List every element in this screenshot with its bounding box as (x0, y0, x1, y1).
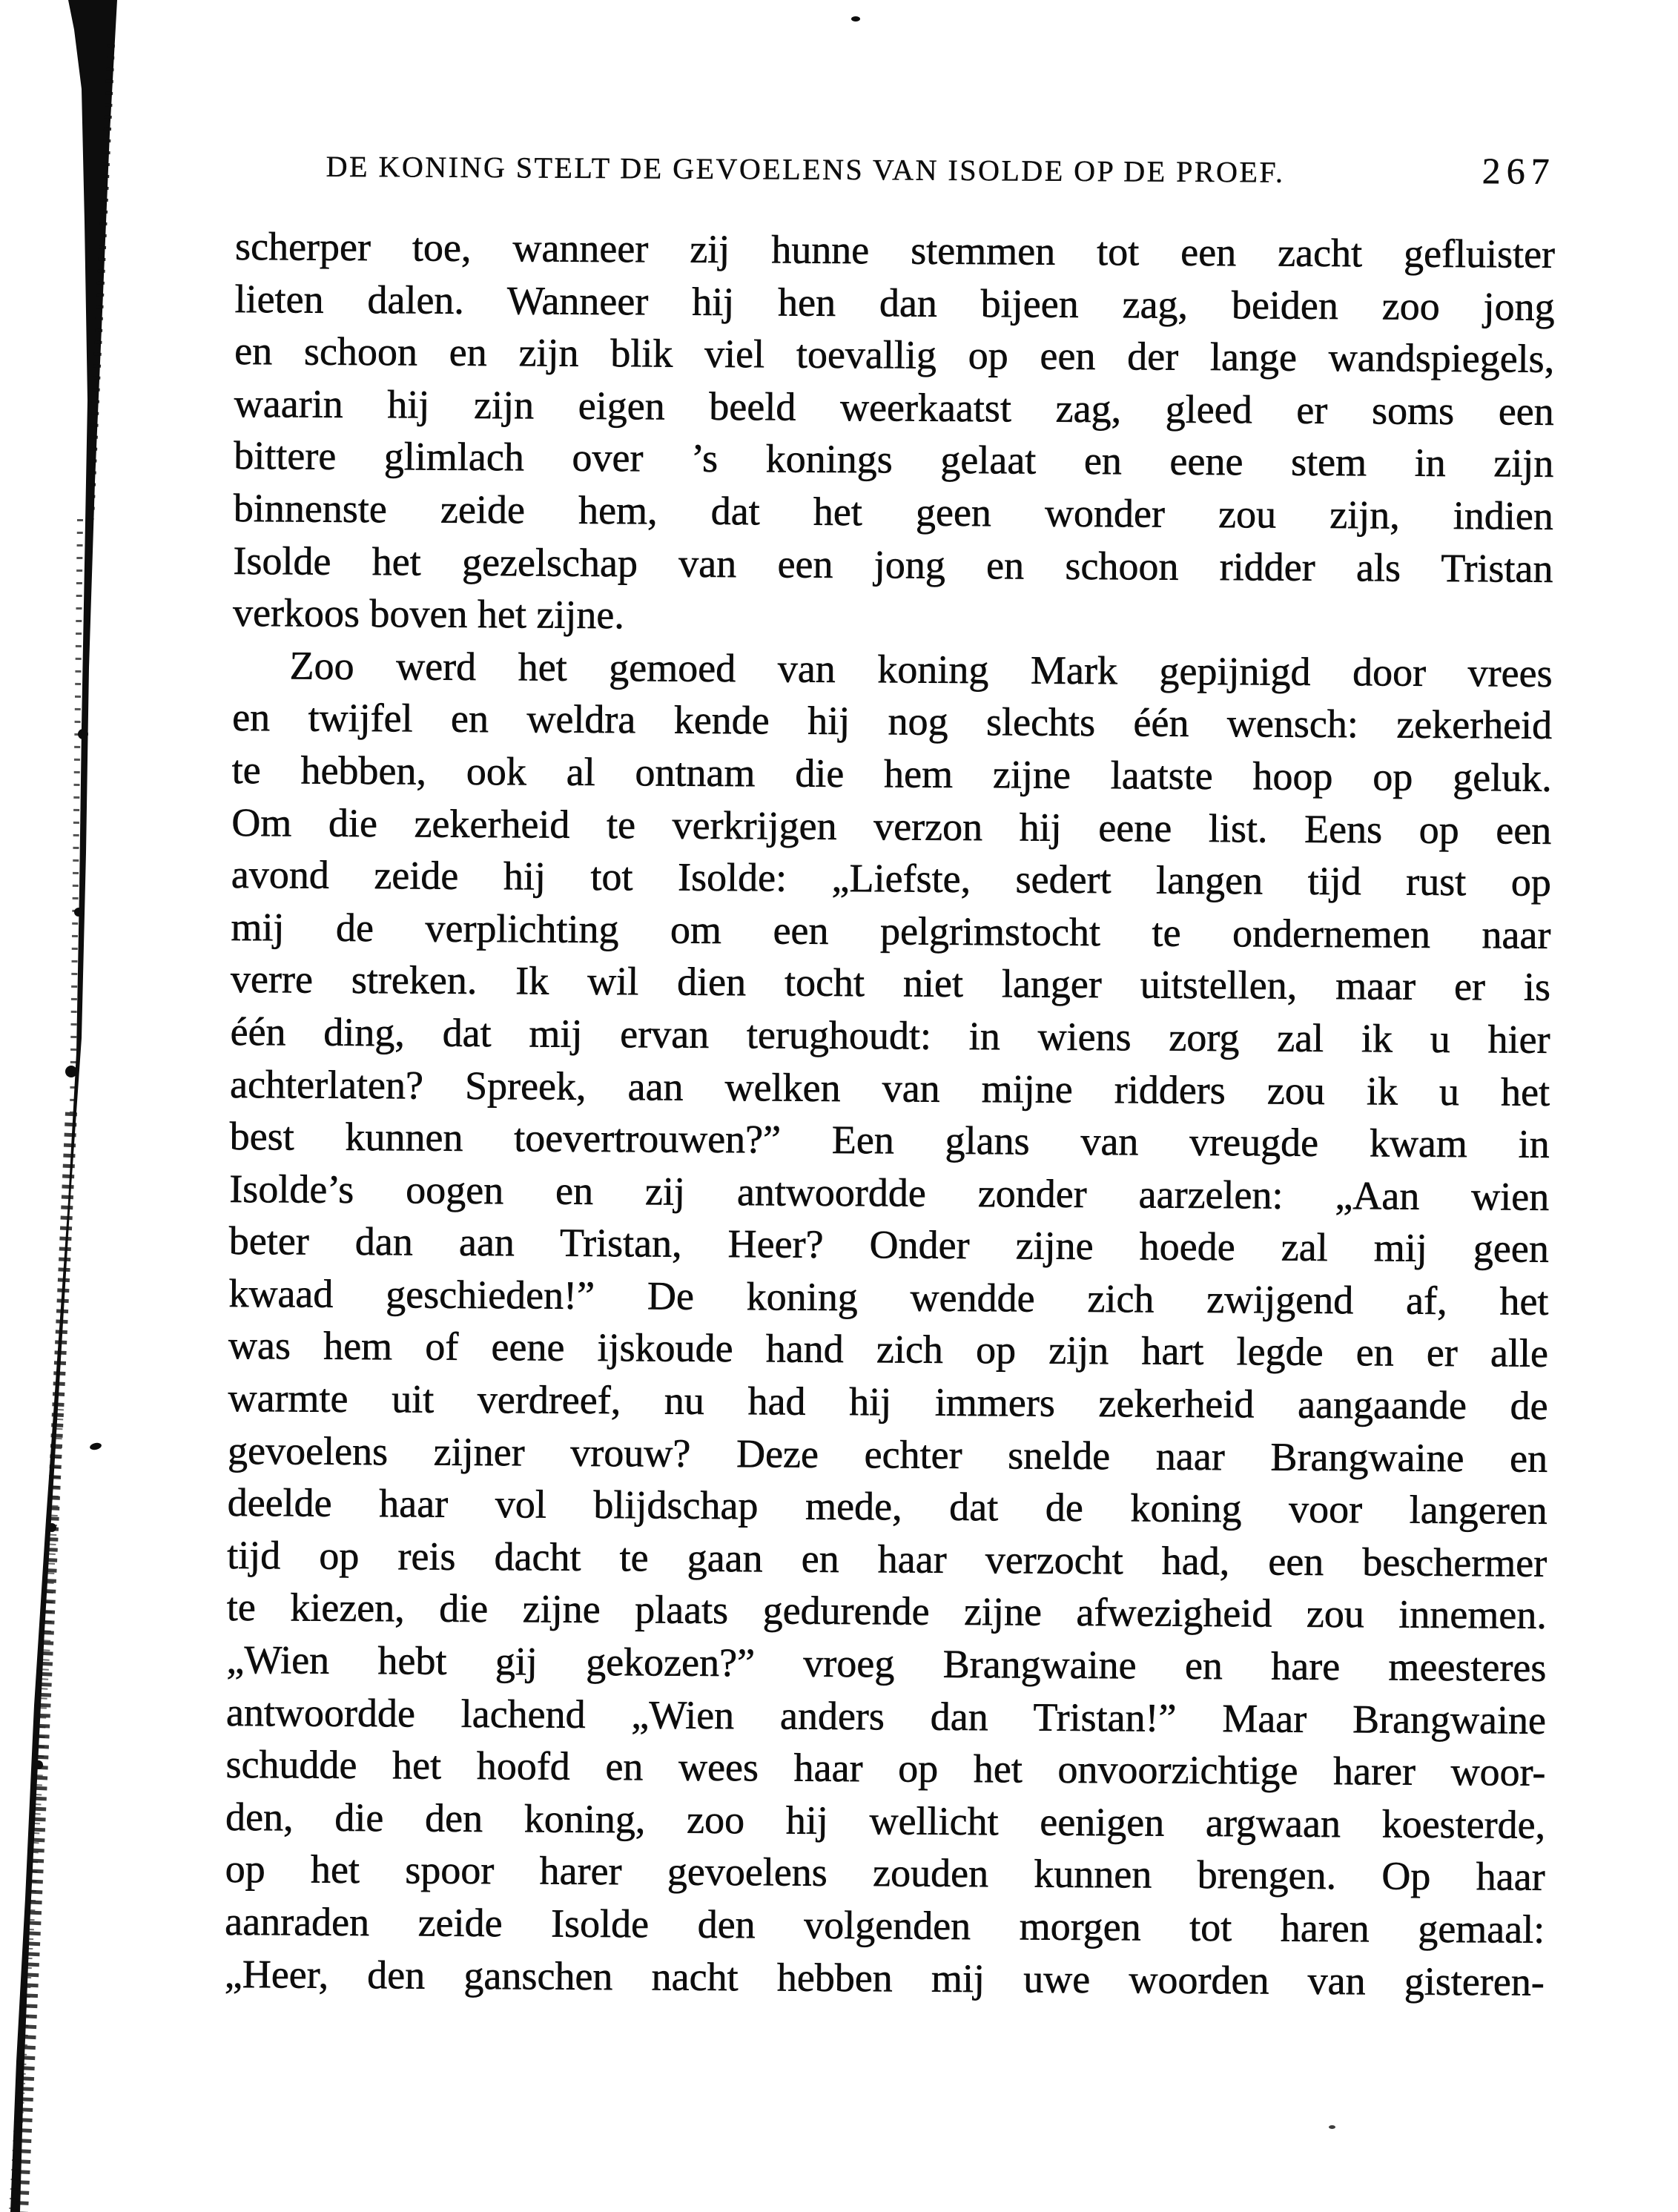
text-line: mij de verplichting om een pelgrimstocht te ondernemen naar (231, 904, 1551, 957)
text-line: tijd op reis dacht te gaan en haar verzocht had, een beschermer (227, 1532, 1547, 1585)
text-line: en twijfel en weldra kende hij nog slechts één wensch: zekerheid (232, 695, 1553, 748)
text-line: kwaad geschieden!” De koning wendde zich zwijgend af, het (228, 1270, 1549, 1324)
text-line: scherper toe, wanneer zij hunne stemmen tot een zacht gefluister (234, 224, 1556, 277)
text-line: op het spoor harer gevoelens zouden kunnen brengen. Op haar (225, 1846, 1545, 1900)
text-line: warmte uit verdreef, nu had hij immers zekerheid aangaande de (228, 1376, 1548, 1428)
text-line: antwoordde lachend „Wien anders dan Tristan!” Maar Brangwaine (225, 1689, 1547, 1743)
text-line: best kunnen toevertrouwen?” Een glans van vreugde kwam in (229, 1114, 1550, 1166)
text-line: te kiezen, die zijne plaats gedurende zijne afwezigheid zou innemen. (226, 1585, 1547, 1638)
scan-speck (1329, 2125, 1335, 2129)
text-line: avond zeide hij tot Isolde: „Liefste, sedert langen tijd rust op (231, 852, 1552, 905)
text-line: waarin hij zijn eigen beeld weerkaatst zag, gleed er soms een (234, 380, 1554, 434)
text-line: aanraden zeide Isolde den volgenden morgen tot haren gemaal: (225, 1898, 1545, 1952)
body-text (225, 220, 1556, 2008)
text-line: lieten dalen. Wanneer hij hen dan bijeen zag, beiden zoo jong (234, 276, 1555, 329)
text-line: verkoos boven het zijne. (232, 590, 625, 638)
text-line: den, die den koning, zoo hij wellicht eenigen argwaan koesterde, (225, 1794, 1546, 1847)
text-line: en schoon en zijn blik viel toevallig op een der lange wandspiegels, (234, 329, 1555, 382)
text-line: bittere glimlach over ’s konings gelaat en eene stem in zijn (234, 433, 1554, 486)
text-line: Isolde het gezelschap van een jong en schoon ridder als Tristan (233, 538, 1553, 591)
text-line: beter dan aan Tristan, Heer? Onder zijne hoede zal mij geen (228, 1218, 1550, 1272)
text-line: gevoelens zijner vrouw? Deze echter snelde naar Brangwaine en (227, 1427, 1548, 1481)
page-number: 267 (1482, 150, 1556, 192)
text-line: verre streken. Ik wil dien tocht niet langer uitstellen, maar er is (230, 957, 1551, 1010)
text-line: Om die zekerheid te verkrijgen verzon hij eene list. Eens op een (231, 799, 1552, 853)
text-line: binnenste zeide hem, dat het geen wonder zou zijn, indien (233, 485, 1554, 538)
text-line: deelde haar vol blijdschap mede, dat de koning voor langeren (227, 1480, 1547, 1533)
scan-speck (851, 16, 860, 22)
text-line: schudde het hoofd en wees haar op het onvoorzichtige harer woor- (225, 1742, 1546, 1795)
text-line: Zoo werd het gemoed van koning Mark gepijnigd door vrees (289, 643, 1553, 696)
text-line: „Wien hebt gij gekozen?” vroeg Brangwaine en hare meesteres (226, 1637, 1547, 1690)
text-line: Isolde’s oogen en zij antwoordde zonder aarzelen: „Aan wien (229, 1166, 1550, 1219)
header-title: DE KONING STELT DE GEVOELENS VAN ISOLDE OP DE PROEF. (326, 149, 1285, 189)
text-line: één ding, dat mij ervan terughoudt: in wiens zorg zal ik u hier (230, 1008, 1550, 1062)
text-line: te hebben, ook al ontnam die hem zijne laatste hoop op geluk. (231, 747, 1552, 800)
text-line: „Heer, den ganschen nacht hebben mij uwe woorden van gisteren- (224, 1951, 1545, 2004)
text-line: was hem of eene ijskoude hand zich op zijn hart legde en er alle (228, 1323, 1549, 1376)
text-line: achterlaten? Spreek, aan welken van mijne ridders zou ik u het (229, 1061, 1550, 1115)
running-header (236, 142, 1556, 193)
